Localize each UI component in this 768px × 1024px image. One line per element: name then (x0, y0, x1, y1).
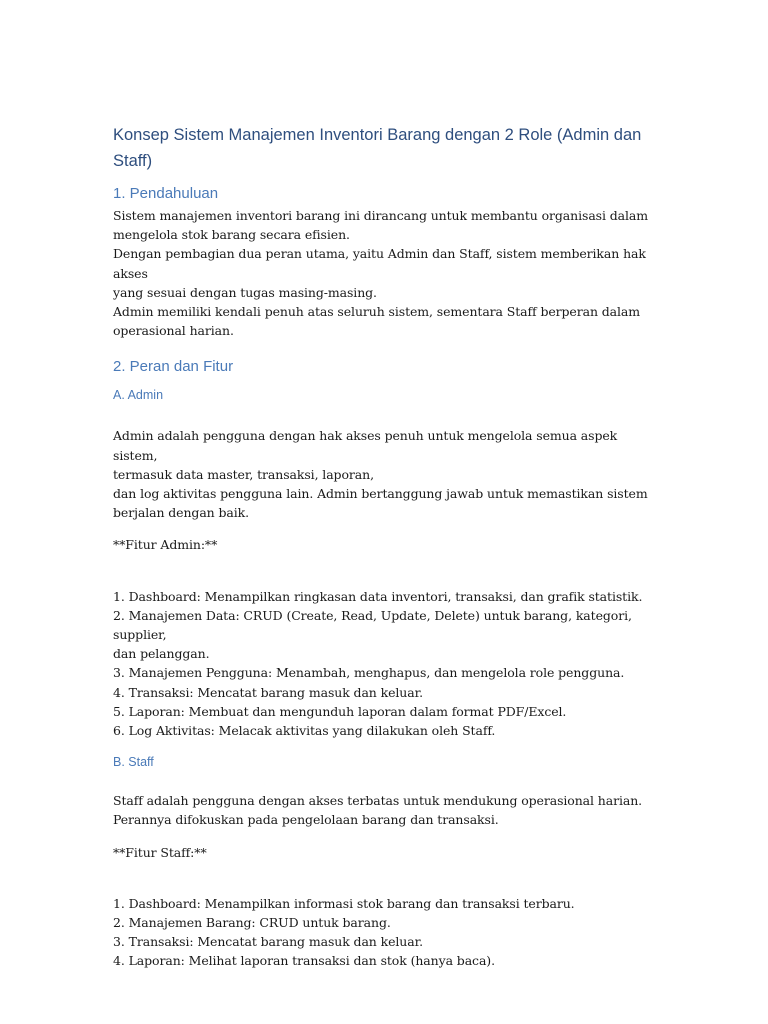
subheading-staff: B. Staff (113, 755, 154, 770)
text-line: Sistem manajemen inventori barang ini dirancang untuk membantu organisasi dalam (113, 208, 649, 223)
text-line: operasional harian. (113, 323, 234, 339)
text-line: dan log aktivitas pengguna lain. Admin bertanggung jawab untuk memastikan sistem (113, 486, 648, 502)
list-item: 1. Dashboard: Menampilkan informasi stok barang dan transaksi terbaru. (113, 895, 575, 911)
staff-features-list (113, 894, 653, 971)
list-item: 2. Manajemen Barang: CRUD untuk barang. (113, 915, 391, 931)
staff-description (113, 791, 653, 829)
admin-features-list (113, 587, 653, 741)
list-item: 6. Log Aktivitas: Melacak aktivitas yang dilakukan oleh Staff. (113, 723, 496, 739)
subheading-admin: A. Admin (113, 388, 164, 403)
admin-features-label: **Fitur Admin:** (113, 537, 218, 553)
list-item: 3. Transaksi: Mencatat barang masuk dan keluar. (113, 934, 423, 950)
list-item: dan pelanggan. (113, 646, 210, 662)
list-item: 5. Laporan: Membuat dan mengunduh laporan dalam format PDF/Excel. (113, 703, 567, 719)
text-line: berjalan dengan baik. (113, 505, 250, 521)
list-item: 2. Manajemen Data: CRUD (Create, Read, Update, Delete) untuk barang, kategori, supplier, (113, 607, 632, 643)
text-line: Admin adalah pengguna dengan hak akses penuh untuk mengelola semua aspek sistem, (113, 428, 618, 463)
text-line: termasuk data master, transaksi, laporan, (113, 466, 374, 482)
admin-description (113, 426, 653, 522)
text-line: Perannya difokuskan pada pengelolaan barang dan transaksi. (113, 812, 499, 828)
text-line: yang sesuai dengan tugas masing-masing. (113, 284, 377, 300)
document-title: Konsep Sistem Manajemen Inventori Barang dengan 2 Role (Admin dan Staff) (113, 126, 642, 170)
document-page (113, 122, 653, 971)
list-item: 4. Transaksi: Mencatat barang masuk dan keluar. (113, 684, 423, 700)
section-heading-roles: 2. Peran dan Fitur (113, 358, 234, 376)
staff-features-label: **Fitur Staff:** (113, 844, 207, 860)
text-line: Staff adalah pengguna dengan akses terbatas untuk mendukung operasional harian. (113, 793, 643, 809)
intro-paragraph (113, 206, 653, 340)
text-line: mengelola stok barang secara efisien. (113, 227, 350, 243)
section-heading-intro: 1. Pendahuluan (113, 185, 219, 202)
list-item: 3. Manajemen Pengguna: Menambah, menghapus, dan mengelola role pengguna. (113, 665, 625, 681)
text-line: Admin memiliki kendali penuh atas seluruh sistem, sementara Staff berperan dalam (113, 304, 641, 320)
text-line: Dengan pembagian dua peran utama, yaitu Admin dan Staff, sistem memberikan hak akses (113, 246, 646, 281)
list-item: 1. Dashboard: Menampilkan ringkasan data inventori, transaksi, dan grafik statistik. (113, 588, 643, 604)
list-item: 4. Laporan: Melihat laporan transaksi dan stok (hanya baca). (113, 953, 495, 969)
